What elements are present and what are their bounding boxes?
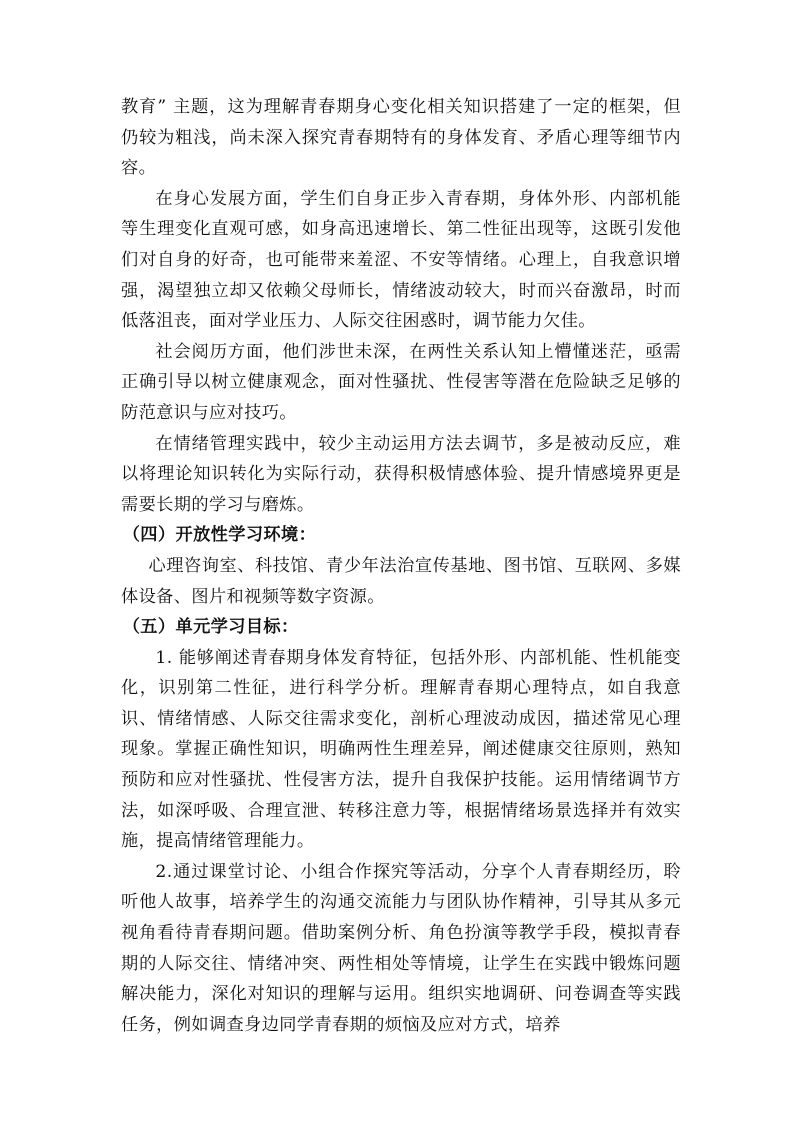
paragraph-intro-continued: 教育” 主题，这为理解青春期身心变化相关知识搭建了一定的框架，但仍较为粗浅，尚未深入探究青春期特有的身体发育、矛盾心理等细节内容。 (121, 97, 681, 179)
paragraph-physical-mental-development: 在身心发展方面，学生们自身正步入青春期，身体外形、内部机能等生理变化直观可感，如身高迅速增长、第二性征出现等，这既引发他们对自身的好奇，也可能带来羞涩、不安等情绪。心理上，自我意识增强，渴望独立却又依赖父母师长，情绪波动较大，时而兴奋激昂，时而低落沮丧，面对学业压力、人际交往困惑时，调节能力欠佳。 (121, 188, 681, 332)
section-heading-learning-objectives: （五）单元学习目标： (122, 617, 299, 638)
paragraph-objective-2: 2.通过课堂讨论、小组合作探究等活动，分享个人青春期经历，聆听他人故事，培养学生的沟通交流能力与团队协作精神，引导其从多元视角看待青春期问题。借助案例分析、角色扮演等教学手段，模拟青春期的人际交往、情绪冲突、两性相处等情境，让学生在实践中锻炼问题解决能力，深化对知识的理解与运用。组织实地调研、问卷调查等实践任务，例如调查身边同学青春期的烦恼及应对方式，培养 (121, 861, 681, 1035)
section-heading-learning-environment: （四）开放性学习环境： (122, 525, 317, 546)
paragraph-learning-environment: 心理咨询室、科技馆、青少年法治宣传基地、图书馆、互联网、多媒体设备、图片和视频等数字资源。 (121, 555, 681, 607)
paragraph-emotion-management: 在情绪管理实践中，较少主动运用方法去调节，多是被动反应，难以将理论知识转化为实际行动，获得积极情感体验、提升情感境界更是需要长期的学习与磨炼。 (121, 433, 681, 515)
paragraph-social-experience: 社会阅历方面，他们涉世未深，在两性关系认知上懵懂迷茫，亟需正确引导以树立健康观念，面对性骚扰、性侵害等潜在危险缺乏足够的防范意识与应对技巧。 (121, 341, 681, 423)
document-body (121, 92, 681, 1040)
paragraph-objective-1: 1. 能够阐述青春期身体发育特征，包括外形、内部机能、性机能变化，识别第二性征，进行科学分析。理解青春期心理特点，如自我意识、情绪情感、人际交往需求变化，剖析心理波动成因，描述常见心理现象。掌握正确性知识，明确两性生理差异，阐述健康交往原则，熟知预防和应对性骚扰、性侵害方法，提升自我保护技能。运用情绪调节方法，如深呼吸、合理宣泄、转移注意力等，根据情绪场景选择并有效实施，提高情绪管理能力。 (121, 647, 681, 852)
